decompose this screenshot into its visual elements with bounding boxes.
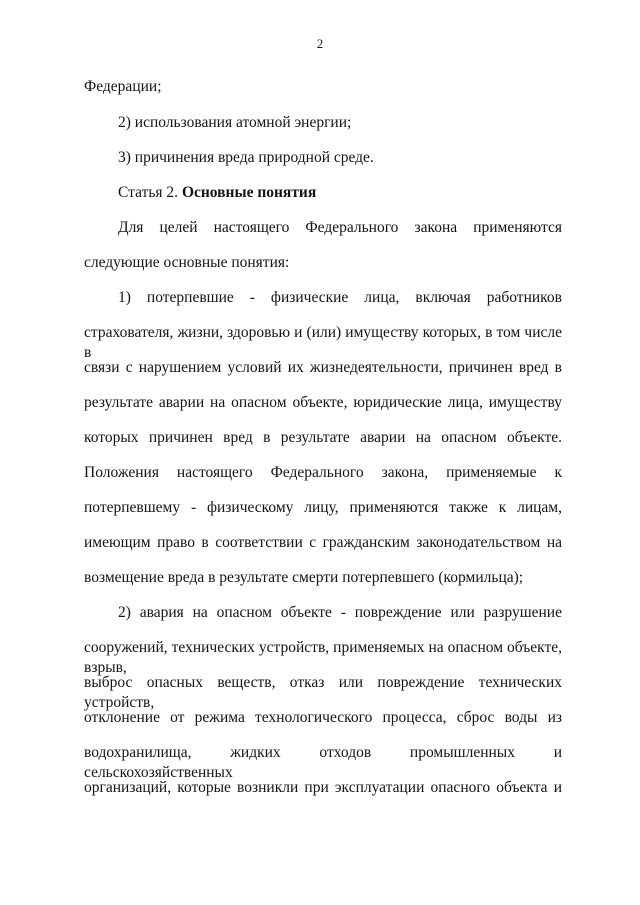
text-line: 2) авария на опасном объекте - повреждение или разрушение — [118, 604, 562, 621]
article-number: Статья 2. — [118, 184, 182, 201]
text-line: Федерации; — [84, 78, 162, 95]
page-number: 2 — [316, 36, 324, 51]
text-line: следующие основные понятия: — [84, 254, 290, 271]
article-title: Основные понятия — [181, 184, 317, 201]
text-line: отклонение от режима технологического процесса, сброс воды из — [84, 709, 562, 726]
list-item: 3) причинения вреда природной среде. — [118, 149, 374, 166]
text-line: водохранилища, жидких отходов промышленных и сельскохозяйственных — [84, 744, 562, 781]
text-line: организаций, которые возникли при эксплуатации опасного объекта и — [84, 779, 562, 796]
text-line: 1) потерпевшие - физические лица, включая работников — [118, 289, 562, 306]
text-line: связи с нарушением условий их жизнедеятельности, причинен вред в — [84, 359, 562, 376]
text-line: потерпевшему - физическому лицу, применяются также к лицам, — [84, 499, 562, 516]
article-heading — [118, 183, 562, 203]
list-item: 2) использования атомной энергии; — [118, 114, 352, 131]
text-line: Положения настоящего Федерального закона, применяемые к — [84, 464, 562, 481]
text-line: возмещение вреда в результате смерти потерпевшего (кормильца); — [84, 569, 524, 586]
text-line: которых причинен вред в результате аварии на опасном объекте. — [84, 429, 562, 446]
text-line: Для целей настоящего Федерального закона применяются — [118, 219, 562, 236]
text-line: страхователя, жизни, здоровью и (или) имуществу которых, в том числе в — [84, 324, 562, 361]
text-line: выброс опасных веществ, отказ или повреждение технических устройств, — [84, 674, 562, 711]
text-line: имеющим право в соответствии с гражданским законодательством на — [84, 534, 562, 551]
text-line: сооружений, технических устройств, применяемых на опасном объекте, взрыв, — [84, 639, 562, 676]
text-line: результате аварии на опасном объекте, юридические лица, имуществу — [84, 394, 562, 411]
